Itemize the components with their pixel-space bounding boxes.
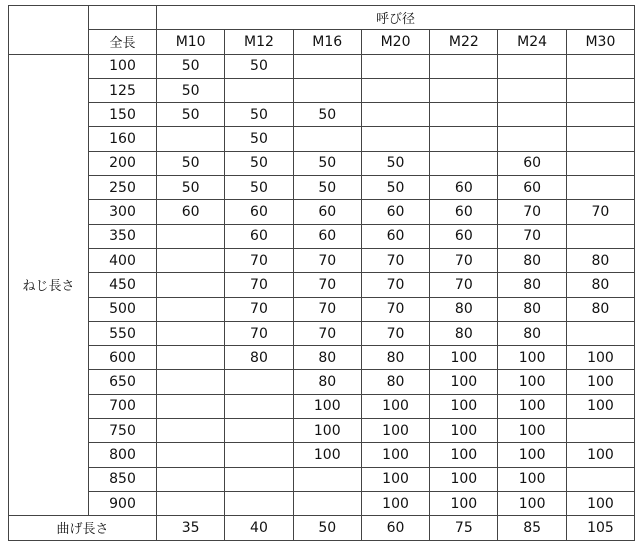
thread-length-cell [157, 346, 225, 370]
thread-length-cell: 100 [293, 394, 361, 418]
thread-length-cell: 80 [293, 370, 361, 394]
table-row [9, 54, 635, 78]
thread-length-cell: 60 [430, 224, 498, 248]
total-length-cell: 400 [89, 248, 157, 272]
thread-length-cell [566, 103, 634, 127]
thread-length-cell: 50 [293, 151, 361, 175]
thread-length-cell: 60 [361, 200, 429, 224]
table-row [9, 370, 635, 394]
thread-length-cell [566, 78, 634, 102]
table-row [9, 224, 635, 248]
table-row [9, 297, 635, 321]
bolt-dimension-table [8, 5, 635, 541]
thread-length-cell: 100 [361, 419, 429, 443]
thread-length-cell: 100 [498, 419, 566, 443]
size-header-m30: M30 [566, 30, 634, 54]
size-header-m10: M10 [157, 30, 225, 54]
thread-length-cell [293, 491, 361, 515]
thread-length-cell [293, 467, 361, 491]
thread-length-cell: 70 [361, 321, 429, 345]
table-row [9, 127, 635, 151]
thread-length-cell: 50 [225, 54, 293, 78]
thread-length-cell: 100 [293, 419, 361, 443]
bend-length-row [9, 516, 635, 540]
thread-length-cell: 50 [225, 176, 293, 200]
thread-length-cell: 80 [293, 346, 361, 370]
thread-length-cell: 70 [430, 248, 498, 272]
thread-length-cell [566, 467, 634, 491]
thread-length-cell: 70 [225, 273, 293, 297]
thread-length-cell [225, 78, 293, 102]
thread-length-cell: 100 [566, 443, 634, 467]
thread-length-cell [157, 321, 225, 345]
total-length-cell: 550 [89, 321, 157, 345]
size-header-m24: M24 [498, 30, 566, 54]
thread-length-cell: 80 [498, 297, 566, 321]
thread-length-cell: 100 [498, 370, 566, 394]
thread-length-cell: 80 [566, 273, 634, 297]
thread-length-cell: 70 [361, 273, 429, 297]
bend-length-label: 曲げ長さ [9, 516, 157, 540]
thread-length-cell [225, 394, 293, 418]
total-length-cell: 125 [89, 78, 157, 102]
thread-length-cell: 80 [430, 297, 498, 321]
thread-length-cell: 50 [225, 151, 293, 175]
table-row [9, 419, 635, 443]
table-row [9, 443, 635, 467]
header-row-sizes [9, 30, 635, 54]
thread-length-cell: 100 [566, 370, 634, 394]
size-header-m12: M12 [225, 30, 293, 54]
thread-length-cell [498, 103, 566, 127]
spec-table-container [8, 5, 635, 541]
thread-length-cell [225, 419, 293, 443]
table-row [9, 176, 635, 200]
table-row [9, 103, 635, 127]
thread-length-cell: 100 [430, 394, 498, 418]
thread-length-cell: 50 [361, 176, 429, 200]
thread-length-cell [566, 54, 634, 78]
thread-length-cell [157, 248, 225, 272]
thread-length-cell: 80 [498, 321, 566, 345]
bend-length-cell: 40 [225, 516, 293, 540]
table-row [9, 346, 635, 370]
thread-length-cell [361, 127, 429, 151]
size-header-m22: M22 [430, 30, 498, 54]
thread-length-cell [566, 127, 634, 151]
thread-length-cell: 70 [361, 248, 429, 272]
thread-length-cell: 100 [361, 443, 429, 467]
thread-length-cell: 60 [361, 224, 429, 248]
bend-length-cell: 75 [430, 516, 498, 540]
thread-length-cell: 70 [225, 297, 293, 321]
thread-length-cell: 50 [157, 176, 225, 200]
thread-length-cell [361, 103, 429, 127]
thread-length-cell: 60 [293, 224, 361, 248]
thread-length-cell [225, 370, 293, 394]
total-length-cell: 600 [89, 346, 157, 370]
thread-length-cell: 100 [293, 443, 361, 467]
thread-length-cell: 50 [157, 151, 225, 175]
thread-length-cell: 60 [498, 151, 566, 175]
thread-length-cell: 80 [566, 248, 634, 272]
thread-length-cell: 100 [430, 346, 498, 370]
thread-length-cell: 60 [225, 224, 293, 248]
thread-length-cell [225, 443, 293, 467]
thread-length-cell: 50 [361, 151, 429, 175]
thread-length-cell [225, 491, 293, 515]
total-length-cell: 450 [89, 273, 157, 297]
total-length-cell: 200 [89, 151, 157, 175]
thread-length-cell: 60 [225, 200, 293, 224]
thread-length-cell [293, 127, 361, 151]
thread-length-cell: 70 [225, 321, 293, 345]
thread-length-cell: 100 [498, 443, 566, 467]
total-length-cell: 150 [89, 103, 157, 127]
thread-length-cell [430, 127, 498, 151]
thread-length-cell: 70 [293, 297, 361, 321]
thread-length-label: ねじ長さ [9, 54, 89, 516]
size-header-m20: M20 [361, 30, 429, 54]
thread-length-cell: 100 [430, 491, 498, 515]
thread-length-cell [566, 224, 634, 248]
thread-length-cell: 100 [430, 443, 498, 467]
thread-length-cell: 100 [361, 491, 429, 515]
thread-length-cell [566, 176, 634, 200]
table-row [9, 321, 635, 345]
thread-length-cell: 60 [430, 176, 498, 200]
thread-length-cell: 70 [498, 200, 566, 224]
table-row [9, 394, 635, 418]
thread-length-cell: 80 [361, 346, 429, 370]
thread-length-cell [293, 78, 361, 102]
thread-length-cell [566, 151, 634, 175]
header-corner-cell [9, 6, 89, 55]
bend-length-cell: 35 [157, 516, 225, 540]
thread-length-cell: 100 [566, 491, 634, 515]
total-length-cell: 250 [89, 176, 157, 200]
bend-length-cell: 60 [361, 516, 429, 540]
thread-length-cell: 50 [293, 176, 361, 200]
bend-length-cell: 50 [293, 516, 361, 540]
table-row [9, 273, 635, 297]
thread-length-cell [566, 321, 634, 345]
total-length-cell: 160 [89, 127, 157, 151]
thread-length-cell: 100 [498, 394, 566, 418]
table-row [9, 467, 635, 491]
thread-length-cell [157, 127, 225, 151]
thread-length-cell [157, 491, 225, 515]
thread-length-cell: 100 [566, 346, 634, 370]
thread-length-cell: 100 [430, 467, 498, 491]
thread-length-cell [361, 54, 429, 78]
total-length-cell: 100 [89, 54, 157, 78]
thread-length-cell [157, 394, 225, 418]
thread-length-cell [498, 54, 566, 78]
thread-length-cell [157, 419, 225, 443]
thread-length-cell [498, 127, 566, 151]
thread-length-cell: 80 [225, 346, 293, 370]
thread-length-cell: 80 [498, 273, 566, 297]
thread-length-cell: 70 [293, 321, 361, 345]
total-length-cell: 700 [89, 394, 157, 418]
thread-length-cell: 60 [293, 200, 361, 224]
header-blank-cell [89, 6, 157, 30]
thread-length-cell [430, 78, 498, 102]
table-row [9, 151, 635, 175]
total-length-cell: 800 [89, 443, 157, 467]
thread-length-cell: 70 [225, 248, 293, 272]
thread-length-cell: 50 [225, 127, 293, 151]
thread-length-cell: 100 [498, 346, 566, 370]
thread-length-cell: 60 [430, 200, 498, 224]
thread-length-cell: 50 [225, 103, 293, 127]
thread-length-cell [498, 78, 566, 102]
thread-length-cell: 70 [566, 200, 634, 224]
thread-length-cell: 80 [361, 370, 429, 394]
thread-length-cell: 50 [293, 103, 361, 127]
total-length-header: 全長 [89, 30, 157, 54]
thread-length-cell [566, 419, 634, 443]
size-header-m16: M16 [293, 30, 361, 54]
total-length-cell: 650 [89, 370, 157, 394]
nominal-diameter-header: 呼び径 [157, 6, 635, 30]
bend-length-cell: 85 [498, 516, 566, 540]
thread-length-cell [361, 78, 429, 102]
thread-length-cell: 50 [157, 78, 225, 102]
thread-length-cell: 100 [430, 419, 498, 443]
thread-length-cell [430, 103, 498, 127]
total-length-cell: 500 [89, 297, 157, 321]
thread-length-cell: 50 [157, 103, 225, 127]
thread-length-cell: 100 [361, 467, 429, 491]
thread-length-cell [157, 224, 225, 248]
thread-length-cell: 80 [498, 248, 566, 272]
thread-length-cell: 70 [430, 273, 498, 297]
total-length-cell: 350 [89, 224, 157, 248]
thread-length-cell [430, 54, 498, 78]
table-row [9, 78, 635, 102]
thread-length-cell: 70 [293, 273, 361, 297]
thread-length-cell: 50 [157, 54, 225, 78]
thread-length-cell: 80 [566, 297, 634, 321]
thread-length-cell: 100 [498, 491, 566, 515]
total-length-cell: 300 [89, 200, 157, 224]
thread-length-cell [157, 467, 225, 491]
thread-length-cell: 60 [498, 176, 566, 200]
thread-length-rows [9, 54, 635, 516]
total-length-cell: 850 [89, 467, 157, 491]
thread-length-cell: 100 [498, 467, 566, 491]
thread-length-cell: 70 [361, 297, 429, 321]
total-length-cell: 900 [89, 491, 157, 515]
thread-length-cell [225, 467, 293, 491]
thread-length-cell [157, 297, 225, 321]
table-row [9, 200, 635, 224]
header-row-top [9, 6, 635, 30]
thread-length-cell: 100 [566, 394, 634, 418]
table-row [9, 248, 635, 272]
thread-length-cell: 80 [430, 321, 498, 345]
bend-length-cell: 105 [566, 516, 634, 540]
thread-length-cell: 100 [361, 394, 429, 418]
thread-length-cell [293, 54, 361, 78]
thread-length-cell [157, 370, 225, 394]
thread-length-cell [157, 443, 225, 467]
thread-length-cell: 60 [157, 200, 225, 224]
thread-length-cell: 100 [430, 370, 498, 394]
thread-length-cell [157, 273, 225, 297]
total-length-cell: 750 [89, 419, 157, 443]
thread-length-cell: 70 [498, 224, 566, 248]
thread-length-cell [430, 151, 498, 175]
table-row [9, 491, 635, 515]
thread-length-cell: 70 [293, 248, 361, 272]
